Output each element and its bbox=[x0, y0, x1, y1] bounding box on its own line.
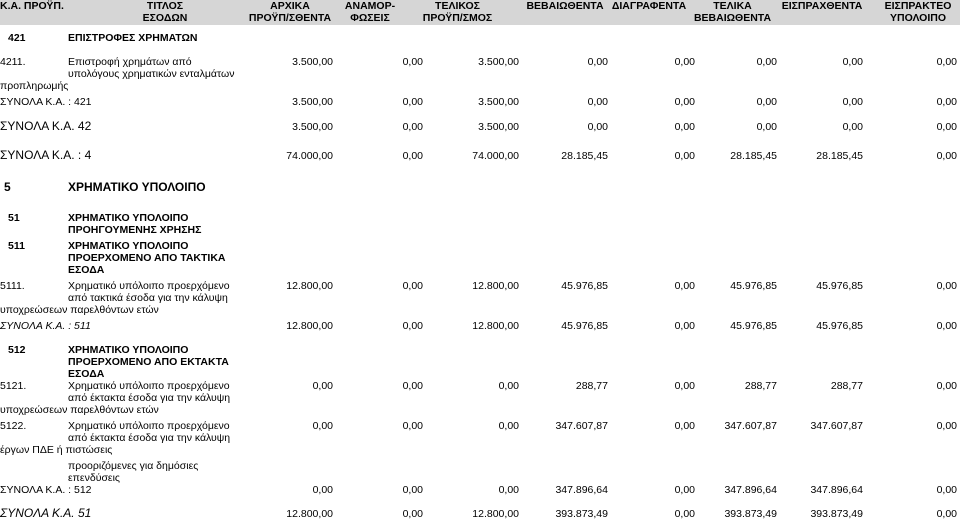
value-receivable: 0,00 bbox=[936, 420, 957, 432]
value-receivable: 0,00 bbox=[936, 121, 957, 133]
value-revisions: 0,00 bbox=[402, 150, 423, 162]
row-5122-title-line4: προοριζόμενες για δημόσιες bbox=[68, 460, 199, 472]
header-final-certified bbox=[690, 0, 775, 24]
value-receivable: 0,00 bbox=[936, 508, 957, 520]
value-collected: 45.976,85 bbox=[816, 320, 863, 332]
header-receivable-line1: ΕΙΣΠΡΑΚΤΕΟ bbox=[884, 0, 952, 12]
value-initial: 0,00 bbox=[312, 484, 333, 496]
value-final-certified: 288,77 bbox=[744, 380, 777, 392]
header-collected: ΕΙΣΠΡΑΧΘΕΝΤΑ bbox=[781, 0, 863, 12]
row-5121-title-line2: από έκτακτα έσοδα για την κάλυψη bbox=[68, 392, 231, 404]
value-certified: 45.976,85 bbox=[561, 320, 608, 332]
row-5122-code: 5122. bbox=[0, 420, 27, 432]
value-revisions: 0,00 bbox=[402, 121, 423, 133]
header-certified: ΒΕΒΑΙΩΘΕΝΤΑ bbox=[526, 0, 604, 12]
value-final-certified: 28.185,45 bbox=[730, 150, 777, 162]
value-final-certified: 45.976,85 bbox=[730, 320, 777, 332]
row-421-title: ΕΠΙΣΤΡΟΦΕΣ ΧΡΗΜΑΤΩΝ bbox=[68, 32, 198, 44]
total-421-label: ΣΥΝΟΛΑ Κ.Α. : 421 bbox=[0, 96, 92, 108]
row-421-code: 421 bbox=[8, 32, 26, 44]
row-5111-title-line3: υποχρεώσεων παρελθόντων ετών bbox=[0, 304, 159, 316]
value-receivable: 0,00 bbox=[936, 56, 957, 68]
row-512-code: 512 bbox=[8, 344, 26, 356]
value-final-budget: 74.000,00 bbox=[472, 150, 519, 162]
value-receivable: 0,00 bbox=[936, 150, 957, 162]
header-title bbox=[135, 0, 195, 24]
value-initial: 12.800,00 bbox=[286, 320, 333, 332]
value-final-budget: 12.800,00 bbox=[472, 320, 519, 332]
row-5122-title-line1: Χρηματικό υπόλοιπο προερχόμενο bbox=[68, 420, 230, 432]
value-revisions: 0,00 bbox=[402, 508, 423, 520]
value-collected: 347.607,87 bbox=[810, 420, 863, 432]
value-revisions: 0,00 bbox=[402, 380, 423, 392]
row-511-title-line3: ΕΣΟΔΑ bbox=[68, 264, 105, 276]
header-initial-line1: ΑΡΧΙΚΑ bbox=[270, 0, 310, 12]
value-final-certified: 0,00 bbox=[756, 121, 777, 133]
value-collected: 0,00 bbox=[842, 96, 863, 108]
value-initial: 12.800,00 bbox=[286, 508, 333, 520]
value-revisions: 0,00 bbox=[402, 420, 423, 432]
header-title-line1: ΤΙΤΛΟΣ bbox=[146, 0, 184, 12]
value-deleted: 0,00 bbox=[674, 56, 695, 68]
value-receivable: 0,00 bbox=[936, 484, 957, 496]
row-511-title-line1: ΧΡΗΜΑΤΙΚΟ ΥΠΟΛΟΙΠΟ bbox=[68, 240, 189, 252]
value-collected: 393.873,49 bbox=[810, 508, 863, 520]
value-certified: 0,00 bbox=[587, 121, 608, 133]
value-initial: 3.500,00 bbox=[292, 121, 333, 133]
value-final-certified: 0,00 bbox=[756, 56, 777, 68]
value-certified: 0,00 bbox=[587, 56, 608, 68]
value-revisions: 0,00 bbox=[402, 56, 423, 68]
value-collected: 288,77 bbox=[830, 380, 863, 392]
header-final-cert-line2: ΒΕΒΑΙΩΘΕΝΤΑ bbox=[693, 12, 772, 24]
row-511-title-line2: ΠΡΟΕΡΧΟΜΕΝΟ ΑΠΟ ΤΑΚΤΙΚΑ bbox=[68, 252, 226, 264]
value-final-certified: 393.873,49 bbox=[724, 508, 777, 520]
value-revisions: 0,00 bbox=[402, 96, 423, 108]
value-final-budget: 12.800,00 bbox=[472, 508, 519, 520]
row-5122-title-line5: επενδύσεις bbox=[68, 472, 120, 484]
row-5-title: ΧΡΗΜΑΤΙΚΟ ΥΠΟΛΟΙΠΟ bbox=[68, 180, 206, 194]
value-revisions: 0,00 bbox=[402, 320, 423, 332]
header-code: Κ.Α. ΠΡΟΫΠ. bbox=[0, 0, 64, 12]
row-4211-code: 4211. bbox=[0, 56, 26, 68]
value-initial: 0,00 bbox=[312, 420, 333, 432]
header-receivable bbox=[876, 0, 960, 24]
value-initial: 12.800,00 bbox=[286, 280, 333, 292]
value-receivable: 0,00 bbox=[936, 380, 957, 392]
value-initial: 0,00 bbox=[312, 380, 333, 392]
row-5122-title-line3: έργων ΠΔΕ ή πιστώσεις bbox=[0, 444, 113, 456]
value-certified: 0,00 bbox=[587, 96, 608, 108]
value-revisions: 0,00 bbox=[402, 484, 423, 496]
value-deleted: 0,00 bbox=[674, 320, 695, 332]
header-initial-budget bbox=[245, 0, 335, 24]
row-4211-title-line2: υπολόγους χρηματικών ενταλμάτων bbox=[68, 68, 235, 80]
value-certified: 347.607,87 bbox=[555, 420, 608, 432]
value-certified: 393.873,49 bbox=[555, 508, 608, 520]
header-revisions-line1: ΑΝΑΜΟΡ- bbox=[344, 0, 396, 12]
header-revisions bbox=[340, 0, 400, 24]
header-final-cert-line1: ΤΕΛΙΚΑ bbox=[713, 0, 752, 12]
row-5121-code: 5121. bbox=[0, 380, 27, 392]
row-4211-title-line1: Επιστροφή χρημάτων από bbox=[68, 56, 192, 68]
value-certified: 347.896,64 bbox=[555, 484, 608, 496]
total-42-label: ΣΥΝΟΛΑ Κ.Α. 42 bbox=[0, 119, 92, 133]
value-final-budget: 0,00 bbox=[498, 484, 519, 496]
value-collected: 45.976,85 bbox=[816, 280, 863, 292]
value-revisions: 0,00 bbox=[402, 280, 423, 292]
value-receivable: 0,00 bbox=[936, 280, 957, 292]
row-512-title-line1: ΧΡΗΜΑΤΙΚΟ ΥΠΟΛΟΙΠΟ bbox=[68, 344, 189, 356]
value-initial: 3.500,00 bbox=[292, 96, 333, 108]
value-receivable: 0,00 bbox=[936, 96, 957, 108]
row-51-code: 51 bbox=[8, 212, 20, 224]
row-51-title-line1: ΧΡΗΜΑΤΙΚΟ ΥΠΟΛΟΙΠΟ bbox=[68, 212, 189, 224]
row-51-title-line2: ΠΡΟΗΓΟΥΜΕΝΗΣ ΧΡΗΣΗΣ bbox=[68, 224, 202, 236]
header-final-line2: ΠΡΟΫΠ/ΣΜΟΣ bbox=[422, 12, 493, 24]
value-initial: 3.500,00 bbox=[292, 56, 333, 68]
value-receivable: 0,00 bbox=[936, 320, 957, 332]
value-final-certified: 347.607,87 bbox=[724, 420, 777, 432]
value-collected: 347.896,64 bbox=[810, 484, 863, 496]
value-collected: 0,00 bbox=[842, 121, 863, 133]
value-collected: 28.185,45 bbox=[816, 150, 863, 162]
value-deleted: 0,00 bbox=[674, 280, 695, 292]
row-5111-code: 5111. bbox=[0, 280, 25, 292]
header-final-budget bbox=[415, 0, 500, 24]
header-deleted: ΔΙΑΓΡΑΦΕΝΤΑ bbox=[611, 0, 687, 12]
row-5121-title-line3: υποχρεώσεων παρελθόντων ετών bbox=[0, 404, 159, 416]
value-certified: 45.976,85 bbox=[561, 280, 608, 292]
value-final-certified: 45.976,85 bbox=[730, 280, 777, 292]
value-final-budget: 3.500,00 bbox=[478, 121, 519, 133]
value-deleted: 0,00 bbox=[674, 508, 695, 520]
value-deleted: 0,00 bbox=[674, 380, 695, 392]
value-final-budget: 0,00 bbox=[498, 420, 519, 432]
header-receivable-line2: ΥΠΟΛΟΙΠΟ bbox=[889, 12, 947, 24]
value-certified: 288,77 bbox=[575, 380, 608, 392]
value-final-certified: 347.896,64 bbox=[724, 484, 777, 496]
total-4-label: ΣΥΝΟΛΑ Κ.Α. : 4 bbox=[0, 148, 92, 162]
value-deleted: 0,00 bbox=[674, 150, 695, 162]
row-5111-title-line1: Χρηματικό υπόλοιπο προερχόμενο bbox=[68, 280, 230, 292]
row-5122-title-line2: από έκτακτα έσοδα για την κάλυψη bbox=[68, 432, 231, 444]
total-511-label: ΣΥΝΟΛΑ Κ.Α. : 511 bbox=[0, 320, 91, 332]
header-title-line2: ΕΣΟΔΩΝ bbox=[142, 12, 188, 24]
row-512-title-line3: ΕΣΟΔΑ bbox=[68, 368, 105, 380]
value-deleted: 0,00 bbox=[674, 484, 695, 496]
row-511-code: 511 bbox=[8, 240, 25, 252]
row-512-title-line2: ΠΡΟΕΡΧΟΜΕΝΟ ΑΠΟ ΕΚΤΑΚΤΑ bbox=[68, 356, 229, 368]
total-51-label: ΣΥΝΟΛΑ Κ.Α. 51 bbox=[0, 506, 92, 520]
value-initial: 74.000,00 bbox=[286, 150, 333, 162]
row-5-code: 5 bbox=[4, 180, 11, 194]
value-deleted: 0,00 bbox=[674, 121, 695, 133]
value-final-budget: 12.800,00 bbox=[472, 280, 519, 292]
value-final-budget: 0,00 bbox=[498, 380, 519, 392]
value-collected: 0,00 bbox=[842, 56, 863, 68]
row-5121-title-line1: Χρηματικό υπόλοιπο προερχόμενο bbox=[68, 380, 230, 392]
row-5111-title-line2: από τακτικά έσοδα για την κάλυψη bbox=[68, 292, 228, 304]
header-final-line1: ΤΕΛΙΚΟΣ bbox=[435, 0, 480, 12]
value-final-certified: 0,00 bbox=[756, 96, 777, 108]
value-final-budget: 3.500,00 bbox=[478, 56, 519, 68]
value-deleted: 0,00 bbox=[674, 96, 695, 108]
value-certified: 28.185,45 bbox=[561, 150, 608, 162]
value-deleted: 0,00 bbox=[674, 420, 695, 432]
header-initial-line2: ΠΡΟΫΠ/ΣΘΕΝΤΑ bbox=[248, 12, 332, 24]
row-4211-title-line3: προπληρωμής bbox=[0, 80, 69, 92]
header-revisions-line2: ΦΩΣΕΙΣ bbox=[350, 12, 390, 24]
total-512-label: ΣΥΝΟΛΑ Κ.Α. : 512 bbox=[0, 484, 92, 496]
value-final-budget: 3.500,00 bbox=[478, 96, 519, 108]
